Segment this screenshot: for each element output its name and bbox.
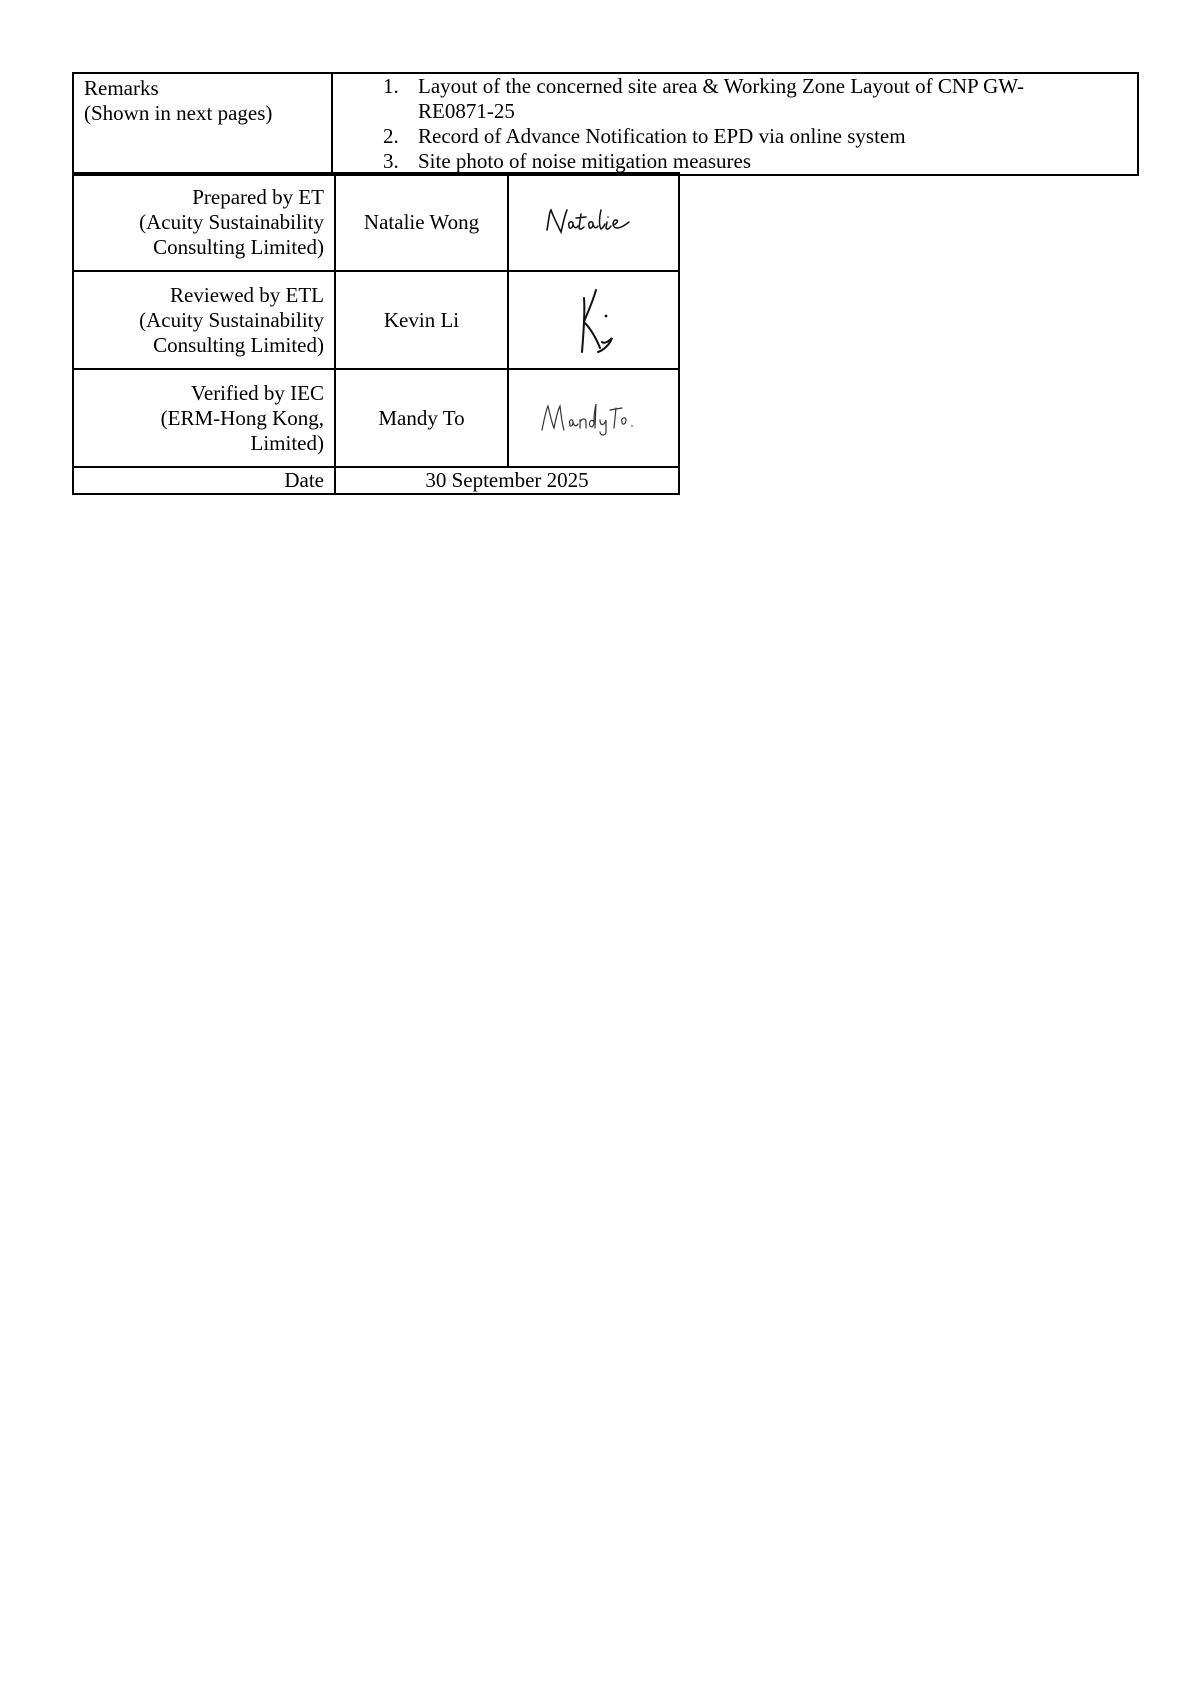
role-org: (Acuity Sustainability xyxy=(139,307,324,332)
signer-name: Kevin Li xyxy=(383,307,460,332)
list-number: 2. xyxy=(383,124,399,148)
signoff-row xyxy=(73,173,679,271)
remarks-list-item xyxy=(333,74,1137,124)
remarks-list-item xyxy=(333,124,1137,149)
name-cell xyxy=(335,173,508,271)
remarks-list-item xyxy=(333,149,1137,174)
list-text: Layout of the concerned site area & Working Zone Layout of CNP GW-RE0871-25 xyxy=(418,74,1024,123)
role-org: Limited) xyxy=(250,430,324,455)
signoff-row xyxy=(73,271,679,369)
signature-cell xyxy=(508,271,679,369)
role-cell xyxy=(73,173,335,271)
remarks-sublabel: (Shown in next pages) xyxy=(84,101,273,125)
signer-name: Mandy To xyxy=(378,405,465,430)
list-text: Site photo of noise mitigation measures xyxy=(418,149,752,173)
role-org: (ERM-Hong Kong, xyxy=(160,405,324,430)
signature-cell xyxy=(508,173,679,271)
signature-kevin xyxy=(554,280,634,360)
role-org: Consulting Limited) xyxy=(153,332,324,357)
signoff-table xyxy=(72,172,680,495)
remarks-row xyxy=(73,73,1138,175)
signature-mandy xyxy=(534,398,654,438)
list-number: 1. xyxy=(383,74,399,98)
role-cell xyxy=(73,271,335,369)
role-title: Prepared by ET xyxy=(192,184,324,209)
signature-cell xyxy=(508,369,679,467)
signer-name: Natalie Wong xyxy=(363,209,480,234)
role-title: Verified by IEC xyxy=(191,380,324,405)
name-cell xyxy=(335,369,508,467)
date-value: 30 September 2025 xyxy=(335,467,679,494)
remarks-table xyxy=(72,72,1139,176)
date-label: Date xyxy=(73,467,335,494)
role-cell xyxy=(73,369,335,467)
signoff-row xyxy=(73,369,679,467)
role-org: Consulting Limited) xyxy=(153,234,324,259)
list-text: Record of Advance Notification to EPD via online system xyxy=(418,124,906,148)
name-cell xyxy=(335,271,508,369)
remarks-label-cell xyxy=(73,73,332,175)
remarks-list-cell xyxy=(332,73,1138,175)
role-title: Reviewed by ETL xyxy=(170,282,324,307)
signature-natalie xyxy=(539,202,649,242)
role-org: (Acuity Sustainability xyxy=(139,209,324,234)
date-row xyxy=(73,467,679,494)
remarks-label: Remarks xyxy=(84,76,159,100)
list-number: 3. xyxy=(383,149,399,173)
